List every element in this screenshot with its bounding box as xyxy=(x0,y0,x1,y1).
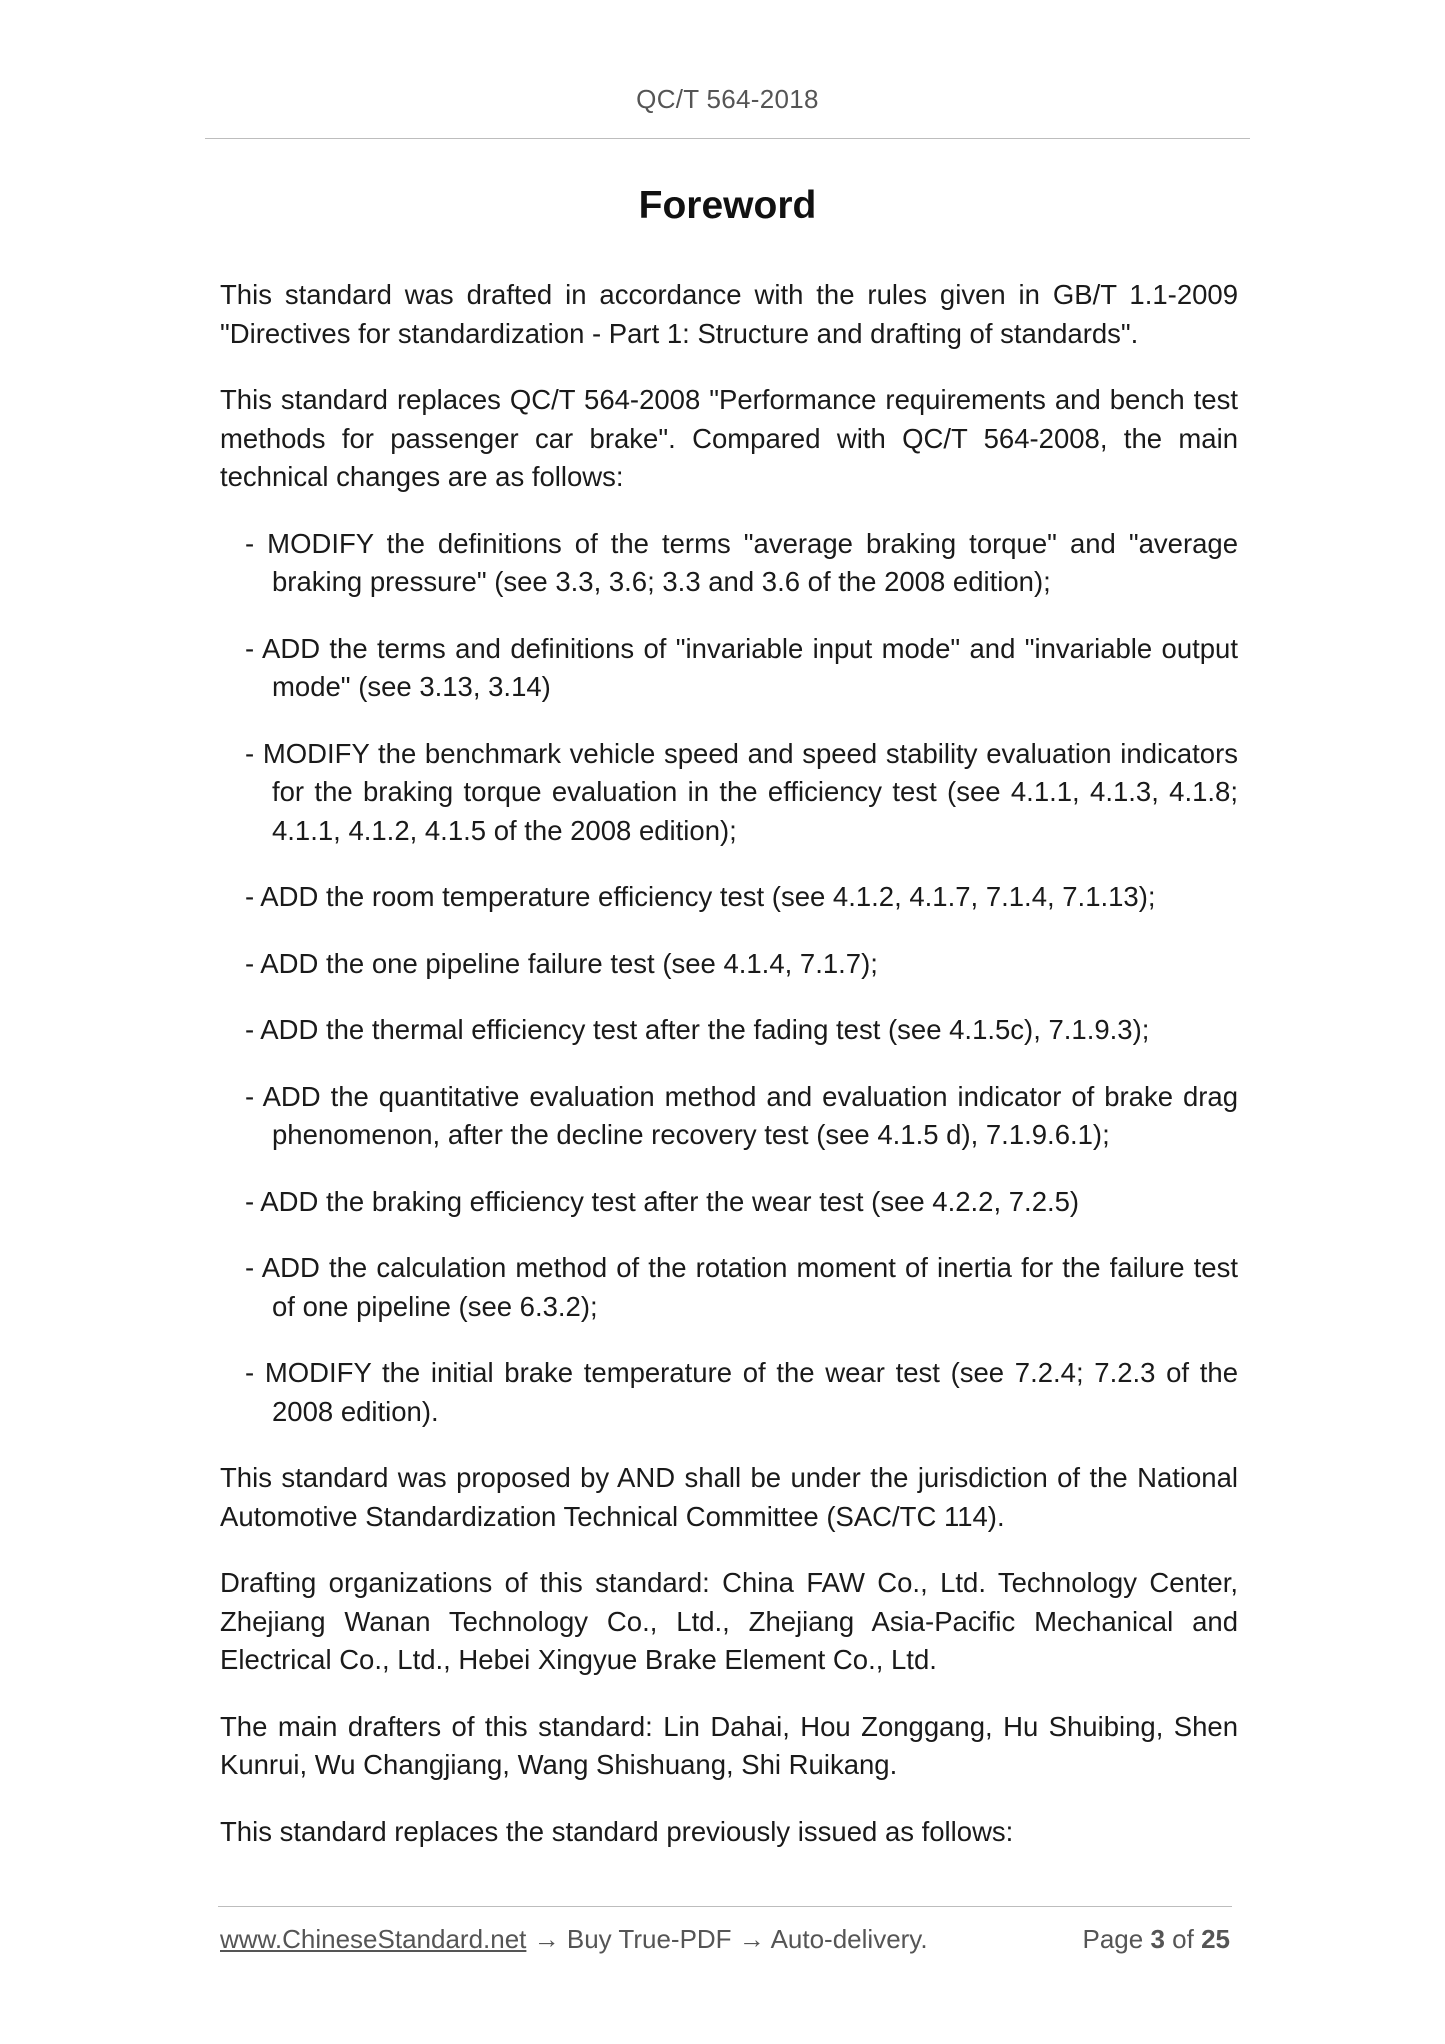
list-item: - ADD the braking efficiency test after the wear test (see 4.2.2, 7.2.5) xyxy=(245,1185,1080,1217)
closing-paragraph: This standard replaces the standard previously issued as follows: xyxy=(220,1815,1014,1847)
list-item: - ADD the one pipeline failure test (see 4.1.4, 7.1.7); xyxy=(245,947,878,979)
closing-paragraph: This standard was proposed by AND shall be under the jurisdiction of the National Automotive Standardization Technical Committee (SAC/TC 114). xyxy=(220,1462,1238,1532)
page-current: 3 xyxy=(1150,1924,1165,1954)
closing-paragraph: Drafting organizations of this standard: China FAW Co., Ltd. Technology Center, Zhejiang Wanan Technology Co., Ltd., Zhejiang Asia-Pacific Mechanical and Electrical Co., Ltd., Hebei Xingyue Brake Element Co., Ltd. xyxy=(220,1567,1238,1675)
foreword-body xyxy=(220,276,1238,1879)
changes-list xyxy=(220,525,1238,1432)
page-number xyxy=(1082,1924,1230,1955)
list-item: - MODIFY the benchmark vehicle speed and speed stability evaluation indicators for the braking torque evaluation in the efficiency test (see 4.1.1, 4.1.3, 4.1.8; 4.1.1, 4.1.2, 4.1.5 of the 2008 edition); xyxy=(245,737,1238,846)
page-of-label: of xyxy=(1172,1924,1194,1954)
website-link[interactable]: www.ChineseStandard.net xyxy=(220,1924,527,1954)
page-title: Foreword xyxy=(638,184,817,227)
list-item: - MODIFY the initial brake temperature of the wear test (see 7.2.4; 7.2.3 of the 2008 edition). xyxy=(245,1357,1238,1427)
list-item: - ADD the terms and definitions of "invariable input mode" and "invariable output mode" (see 3.13, 3.14) xyxy=(245,632,1238,702)
page-label: Page xyxy=(1082,1924,1144,1954)
closing-paragraph: The main drafters of this standard: Lin Dahai, Hou Zonggang, Hu Shuibing, Shen Kunrui, Wu Changjiang, Wang Shishuang, Shi Ruikang. xyxy=(220,1710,1238,1780)
footer-promo xyxy=(220,1924,928,1955)
footer-divider xyxy=(218,1906,1232,1907)
document-code-header: QC/T 564-2018 xyxy=(636,84,819,114)
intro-paragraph: This standard replaces QC/T 564-2008 "Performance requirements and bench test methods for passenger car brake". Compared with QC/T 564-2008, the main technical changes are as follows: xyxy=(220,384,1238,492)
header-divider xyxy=(205,138,1250,139)
list-item: - ADD the room temperature efficiency test (see 4.1.2, 4.1.7, 7.1.4, 7.1.13); xyxy=(245,881,1156,912)
list-item: - ADD the thermal efficiency test after the fading test (see 4.1.5c), 7.1.9.3); xyxy=(245,1014,1150,1045)
intro-paragraph: This standard was drafted in accordance with the rules given in GB/T 1.1-2009 "Directives for standardization - Part 1: Structure and drafting of standards". xyxy=(220,279,1238,349)
list-item: - MODIFY the definitions of the terms "average braking torque" and "average braking pressure" (see 3.3, 3.6; 3.3 and 3.6 of the 2008 edition); xyxy=(245,527,1238,597)
list-item: - ADD the quantitative evaluation method and evaluation indicator of brake drag phenomenon, after the decline recovery test (see 4.1.5 d), 7.1.9.6.1); xyxy=(245,1080,1238,1150)
page-total: 25 xyxy=(1201,1924,1230,1954)
footer-tagline: → Buy True-PDF → Auto-delivery. xyxy=(526,1924,928,1954)
list-item: - ADD the calculation method of the rotation moment of inertia for the failure test of one pipeline (see 6.3.2); xyxy=(245,1252,1238,1322)
